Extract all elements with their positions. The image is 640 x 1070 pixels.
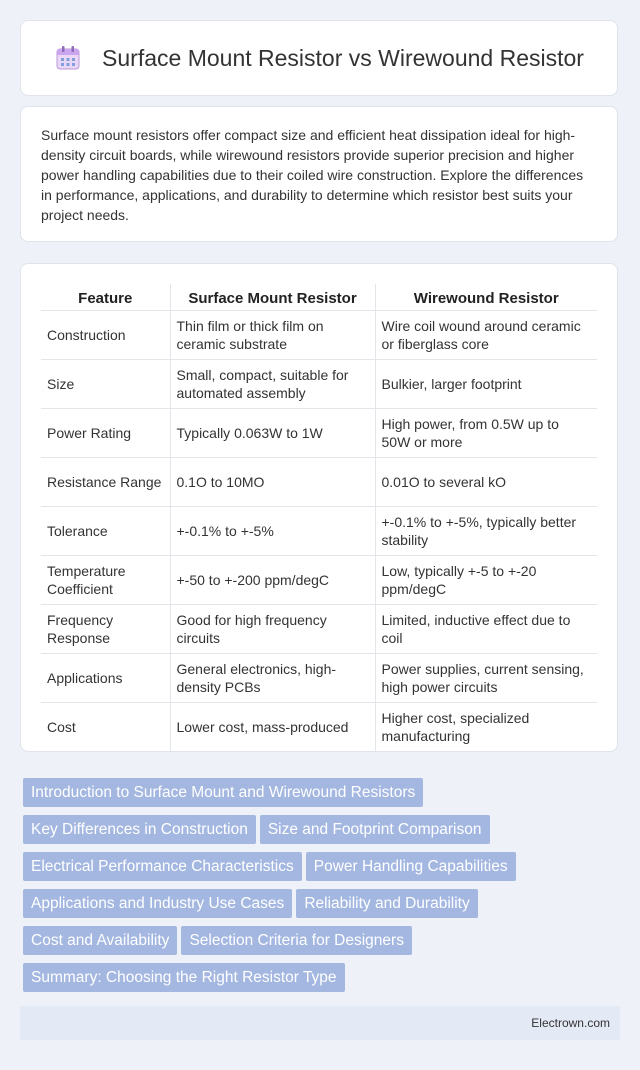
intro-text: Surface mount resistors offer compact size and efficient heat dissipation ideal for high-density circuit boards, while wirewound resistors provide superior precision and higher power handling capabilities due to their coiled wire construction. Explore the differences in performance, applications, and durability to determine which resistor best suits your project needs. [41,127,584,223]
feature-cell: Cost [47,719,76,735]
topic-tag-applications[interactable]: Applications and Industry Use Cases [23,889,292,918]
feature-cell: Applications [41,654,170,703]
column-header: Wirewound Resistor [375,284,597,311]
table-row [41,654,597,703]
surface-mount-cell: Good for high frequency circuits [170,605,375,654]
table-row [41,458,597,507]
topic-tag-summary[interactable]: Summary: Choosing the Right Resistor Type [23,963,345,992]
table-row [41,360,597,409]
feature-cell: Size [41,360,170,409]
table-row [41,409,597,458]
topic-tag-reliability[interactable]: Reliability and Durability [296,889,477,918]
topic-tag-construction[interactable]: Key Differences in Construction [23,815,256,844]
feature-cell: Tolerance [41,507,170,556]
title-card [20,20,618,96]
wirewound-cell: Wire coil wound around ceramic or fiberglass core [375,311,597,360]
topic-tag-selection-criteria[interactable]: Selection Criteria for Designers [181,926,412,955]
feature-cell: Temperature Coefficient [41,556,170,605]
intro-card [20,106,618,242]
topic-tag-power-handling[interactable]: Power Handling Capabilities [306,852,516,881]
table-row [41,556,597,605]
wirewound-cell: Limited, inductive effect due to coil [375,605,597,654]
table-row [41,507,597,556]
surface-mount-cell: Typically 0.063W to 1W [170,409,375,458]
wirewound-cell: High power, from 0.5W up to 50W or more [375,409,597,458]
feature-cell: Construction [41,311,170,360]
topic-tag-electrical-performance[interactable]: Electrical Performance Characteristics [23,852,302,881]
comparison-table [41,284,597,751]
table-row [41,605,597,654]
surface-mount-cell: Lower cost, mass-produced [170,703,375,752]
wirewound-cell: Bulkier, larger footprint [375,360,597,409]
feature-cell: Power Rating [41,409,170,458]
page-title: Surface Mount Resistor vs Wirewound Resistor [102,44,584,71]
feature-cell: Resistance Range [41,458,170,507]
calendar-icon [54,44,82,72]
table-row [41,703,597,752]
topic-tag-introduction[interactable]: Introduction to Surface Mount and Wirewound Resistors [23,778,423,807]
wirewound-cell: Higher cost, specialized manufacturing [375,703,597,752]
wirewound-cell: Power supplies, current sensing, high power circuits [375,654,597,703]
footer-site-name: Electrown.com [531,1016,610,1030]
surface-mount-cell: 0.1O to 10MO [170,458,375,507]
comparison-table-card [20,263,618,752]
surface-mount-cell: General electronics, high-density PCBs [170,654,375,703]
surface-mount-cell: Small, compact, suitable for automated assembly [170,360,375,409]
topic-tag-size[interactable]: Size and Footprint Comparison [260,815,490,844]
wirewound-cell: +-0.1% to +-5%, typically better stability [375,507,597,556]
footer [20,1006,620,1040]
topic-tags [23,778,623,1000]
table-header-row [41,284,597,311]
feature-cell: Frequency Response [41,605,170,654]
wirewound-cell: 0.01O to several kO [375,458,597,507]
column-header: Feature [41,284,170,311]
column-header: Surface Mount Resistor [170,284,375,311]
wirewound-cell: Low, typically +-5 to +-20 ppm/degC [375,556,597,605]
surface-mount-cell: Thin film or thick film on ceramic substrate [170,311,375,360]
surface-mount-cell: +-0.1% to +-5% [170,507,375,556]
surface-mount-cell: +-50 to +-200 ppm/degC [170,556,375,605]
topic-tag-cost[interactable]: Cost and Availability [23,926,177,955]
table-row [41,311,597,360]
